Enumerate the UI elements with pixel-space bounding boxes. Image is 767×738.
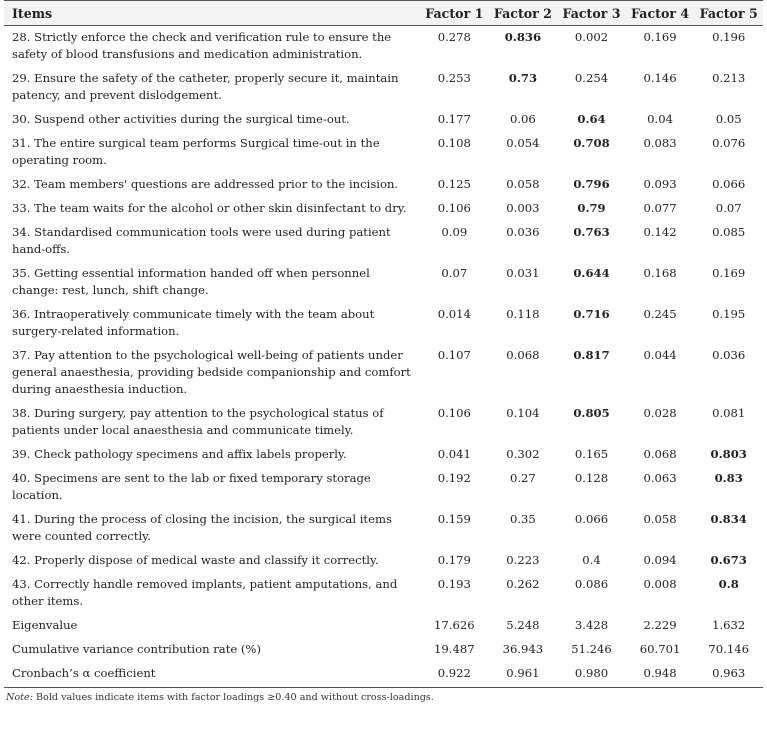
table-row — [4, 573, 763, 614]
factor-2-cell: 0.06 — [509, 112, 536, 126]
header-factor-1: Factor 1 — [420, 1, 489, 26]
header-factor-4: Factor 4 — [626, 1, 695, 26]
factor-1-cell: 0.177 — [437, 112, 471, 126]
factor-2-cell: 0.036 — [506, 225, 540, 239]
header-row — [4, 1, 763, 26]
factor-3-cell: 0.644 — [573, 266, 610, 280]
factor-2-cell: 0.068 — [506, 348, 540, 362]
factor-5-cell: 0.834 — [710, 512, 747, 526]
factor-5-cell: 0.036 — [712, 348, 746, 362]
table-row — [4, 402, 763, 443]
factor-1-cell: 0.106 — [437, 201, 471, 215]
table-row — [4, 443, 763, 467]
factor-5-cell: 0.085 — [712, 225, 746, 239]
item-cell: Eigenvalue — [12, 618, 78, 632]
factor-3-cell: 3.428 — [574, 618, 609, 632]
factor-1-cell: 0.106 — [437, 406, 471, 420]
factor-4-cell: 2.229 — [643, 618, 677, 632]
factor-1-cell: 0.179 — [437, 553, 471, 567]
table-row — [4, 197, 763, 221]
factor-loadings-table-container — [4, 0, 763, 703]
factor-5-cell: 0.195 — [712, 307, 746, 321]
item-cell: 42. Properly dispose of medical waste and classify it correctly. — [12, 553, 379, 567]
factor-5-cell: 0.963 — [694, 662, 763, 688]
factor-4-cell: 0.093 — [643, 177, 677, 191]
table-row — [4, 662, 763, 688]
factor-1-cell: 19.487 — [434, 642, 475, 656]
factor-4-cell: 0.245 — [643, 307, 677, 321]
factor-3-cell: 0.805 — [573, 406, 610, 420]
factor-2-cell: 0.031 — [506, 266, 540, 280]
factor-5-cell: 0.196 — [712, 30, 746, 44]
factor-3-cell: 0.165 — [574, 447, 609, 461]
factor-2-cell: 0.054 — [506, 136, 540, 150]
factor-2-cell: 0.27 — [509, 471, 536, 485]
factor-4-cell: 0.063 — [643, 471, 677, 485]
factor-4-cell: 0.077 — [643, 201, 677, 215]
factor-5-cell: 0.169 — [712, 266, 746, 280]
item-cell: 43. Correctly handle removed implants, patient amputations, and other items. — [12, 577, 398, 608]
factor-3-cell: 0.980 — [557, 662, 626, 688]
factor-4-cell: 0.142 — [643, 225, 677, 239]
factor-5-cell: 0.076 — [712, 136, 746, 150]
factor-3-cell: 0.4 — [582, 553, 601, 567]
table-row — [4, 108, 763, 132]
factor-1-cell: 0.09 — [441, 225, 468, 239]
item-cell: 38. During surgery, pay attention to the psychological status of patients under local anaesthesia and communicate timely. — [12, 406, 384, 437]
factor-1-cell: 0.125 — [437, 177, 471, 191]
factor-1-cell: 17.626 — [434, 618, 475, 632]
factor-3-cell: 51.246 — [571, 642, 612, 656]
factor-4-cell: 0.094 — [643, 553, 677, 567]
table-row — [4, 344, 763, 402]
factor-3-cell: 0.79 — [577, 201, 606, 215]
factor-2-cell: 5.248 — [506, 618, 540, 632]
table-row — [4, 614, 763, 638]
factor-2-cell: 0.302 — [506, 447, 540, 461]
factor-5-cell: 0.213 — [712, 71, 746, 85]
item-cell: 31. The entire surgical team performs Surgical time-out in the operating room. — [12, 136, 380, 167]
factor-2-cell: 0.104 — [506, 406, 540, 420]
factor-1-cell: 0.278 — [437, 30, 471, 44]
factor-1-cell: 0.107 — [437, 348, 471, 362]
factor-1-cell: 0.192 — [437, 471, 471, 485]
factor-3-cell: 0.002 — [574, 30, 609, 44]
factor-4-cell: 0.146 — [643, 71, 677, 85]
factor-5-cell: 0.8 — [718, 577, 739, 591]
item-cell: 35. Getting essential information handed off when personnel change: rest, lunch, shift change. — [12, 266, 370, 297]
item-cell: 34. Standardised communication tools were used during patient hand-offs. — [12, 225, 391, 256]
factor-2-cell: 0.73 — [508, 71, 538, 85]
table-row — [4, 638, 763, 662]
table-row — [4, 221, 763, 262]
factor-3-cell: 0.817 — [573, 348, 610, 362]
item-cell: 29. Ensure the safety of the catheter, properly secure it, maintain patency, and prevent dislodgement. — [12, 71, 399, 102]
table-row — [4, 67, 763, 108]
factor-3-cell: 0.066 — [574, 512, 609, 526]
header-factor-2: Factor 2 — [489, 1, 558, 26]
factor-3-cell: 0.716 — [573, 307, 610, 321]
table-row — [4, 173, 763, 197]
factor-1-cell: 0.253 — [437, 71, 471, 85]
factor-2-cell: 0.058 — [506, 177, 540, 191]
factor-5-cell: 0.803 — [710, 447, 747, 461]
factor-2-cell: 0.003 — [506, 201, 540, 215]
factor-4-cell: 0.169 — [643, 30, 677, 44]
table-row — [4, 549, 763, 573]
factor-4-cell: 0.058 — [643, 512, 677, 526]
factor-5-cell: 0.05 — [715, 112, 742, 126]
factor-4-cell: 0.044 — [643, 348, 677, 362]
header-factor-5: Factor 5 — [694, 1, 763, 26]
table-header — [4, 1, 763, 26]
factor-4-cell: 0.068 — [643, 447, 677, 461]
item-cell: 41. During the process of closing the incision, the surgical items were counted correctly. — [12, 512, 392, 543]
factor-5-cell: 1.632 — [712, 618, 746, 632]
factor-3-cell: 0.796 — [573, 177, 610, 191]
item-cell: 37. Pay attention to the psychological well-being of patients under general anaesthesia, providing bedside companionship and comfort during anaesthesia induction. — [12, 348, 411, 396]
factor-1-cell: 0.014 — [437, 307, 471, 321]
factor-1-cell: 0.159 — [437, 512, 471, 526]
item-cell: 33. The team waits for the alcohol or other skin disinfectant to dry. — [12, 201, 407, 215]
item-cell: 40. Specimens are sent to the lab or fixed temporary storage location. — [12, 471, 371, 502]
factor-2-cell: 36.943 — [502, 642, 544, 656]
factor-4-cell: 0.008 — [643, 577, 677, 591]
table-row — [4, 262, 763, 303]
note-text: Bold values indicate items with factor loadings ≥0.40 and without cross-loadings. — [32, 692, 434, 703]
item-cell: Cumulative variance contribution rate (%) — [12, 642, 261, 656]
factor-2-cell: 0.836 — [504, 30, 542, 44]
table-body — [4, 26, 763, 688]
factor-3-cell: 0.708 — [573, 136, 610, 150]
table-row — [4, 508, 763, 549]
factor-5-cell: 0.081 — [712, 406, 746, 420]
item-cell: 30. Suspend other activities during the surgical time-out. — [12, 112, 350, 126]
factor-5-cell: 0.066 — [712, 177, 746, 191]
factor-4-cell: 0.948 — [626, 662, 695, 688]
factor-5-cell: 0.07 — [715, 201, 742, 215]
table-row — [4, 467, 763, 508]
factor-5-cell: 0.83 — [714, 471, 743, 485]
table-note — [4, 688, 763, 703]
factor-2-cell: 0.262 — [506, 577, 540, 591]
factor-5-cell: 0.673 — [710, 553, 747, 567]
factor-loadings-table — [4, 0, 763, 688]
factor-4-cell: 0.168 — [643, 266, 677, 280]
factor-2-cell: 0.223 — [506, 553, 540, 567]
factor-4-cell: 0.028 — [643, 406, 677, 420]
header-items: Items — [4, 1, 420, 26]
factor-3-cell: 0.254 — [574, 71, 609, 85]
factor-3-cell: 0.086 — [574, 577, 609, 591]
item-cell: 36. Intraoperatively communicate timely with the team about surgery-related information. — [12, 307, 375, 338]
note-label: Note: — [6, 692, 33, 703]
header-factor-3: Factor 3 — [557, 1, 626, 26]
factor-4-cell: 0.083 — [643, 136, 677, 150]
factor-2-cell: 0.35 — [509, 512, 536, 526]
item-cell: 39. Check pathology specimens and affix labels properly. — [12, 447, 347, 461]
factor-1-cell: 0.07 — [441, 266, 468, 280]
factor-4-cell: 0.04 — [647, 112, 673, 126]
factor-2-cell: 0.118 — [506, 307, 540, 321]
item-cell: Cronbach’s α coefficient — [4, 662, 420, 688]
factor-5-cell: 70.146 — [708, 642, 749, 656]
item-cell: 32. Team members' questions are addressed prior to the incision. — [12, 177, 399, 191]
factor-3-cell: 0.128 — [574, 471, 609, 485]
table-row — [4, 132, 763, 173]
item-cell: 28. Strictly enforce the check and verification rule to ensure the safety of blood transfusions and medication administration. — [12, 30, 392, 61]
table-row — [4, 303, 763, 344]
factor-3-cell: 0.64 — [577, 112, 606, 126]
factor-1-cell: 0.922 — [420, 662, 489, 688]
factor-1-cell: 0.108 — [437, 136, 471, 150]
factor-1-cell: 0.193 — [437, 577, 471, 591]
factor-3-cell: 0.763 — [573, 225, 610, 239]
factor-1-cell: 0.041 — [437, 447, 471, 461]
factor-2-cell: 0.961 — [489, 662, 558, 688]
factor-4-cell: 60.701 — [639, 642, 681, 656]
table-row — [4, 26, 763, 68]
